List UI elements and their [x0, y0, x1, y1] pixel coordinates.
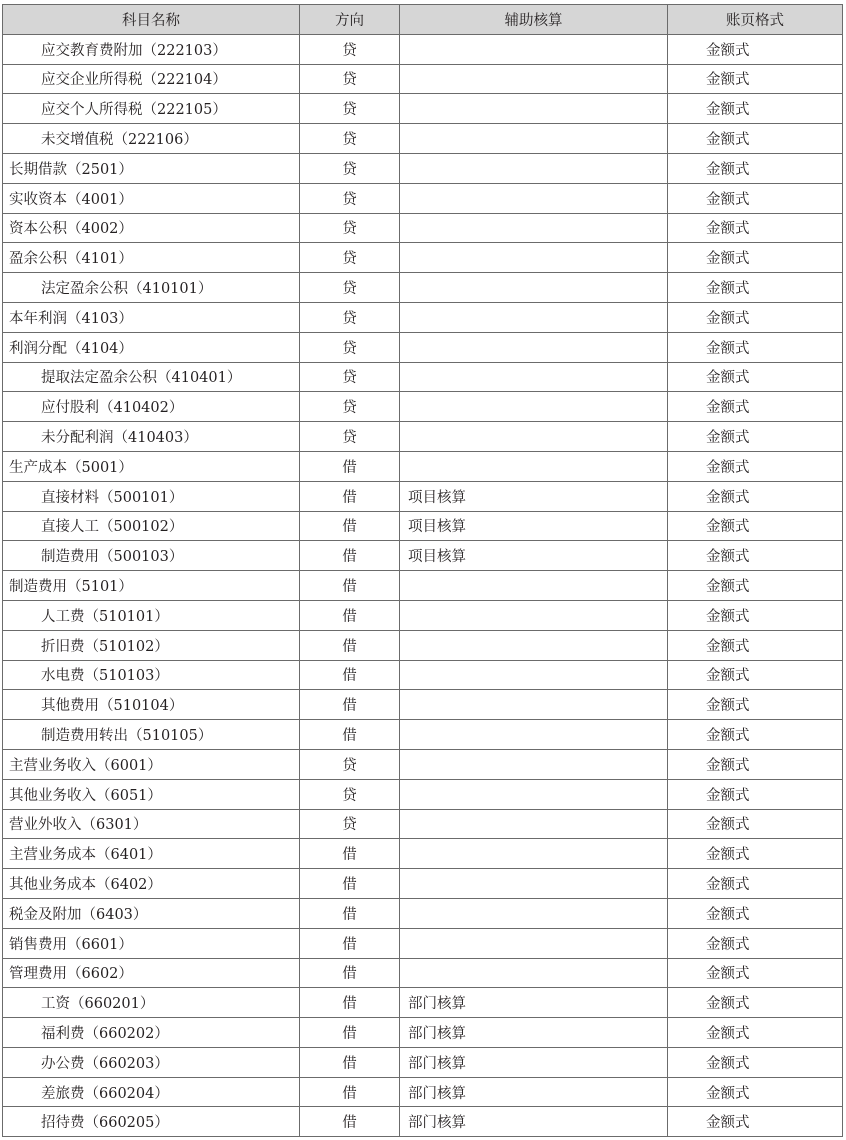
ledger-format-cell: 金额式 — [668, 958, 843, 988]
auxiliary-cell: 项目核算 — [400, 481, 668, 511]
auxiliary-cell — [400, 153, 668, 183]
table-row — [3, 660, 843, 690]
direction-cell: 借 — [300, 1047, 400, 1077]
subject-name-cell: 应付股利（410402） — [3, 392, 300, 422]
table-row — [3, 1077, 843, 1107]
ledger-format-cell: 金额式 — [668, 332, 843, 362]
auxiliary-cell — [400, 213, 668, 243]
auxiliary-cell — [400, 94, 668, 124]
direction-cell: 借 — [300, 481, 400, 511]
ledger-format-cell: 金额式 — [668, 213, 843, 243]
direction-cell: 贷 — [300, 273, 400, 303]
subject-name-cell: 实收资本（4001） — [3, 183, 300, 213]
ledger-format-cell: 金额式 — [668, 243, 843, 273]
direction-cell: 贷 — [300, 64, 400, 94]
subject-name-cell: 折旧费（510102） — [3, 630, 300, 660]
header-subject-name: 科目名称 — [3, 5, 300, 35]
auxiliary-cell — [400, 720, 668, 750]
auxiliary-cell — [400, 571, 668, 601]
subject-name-cell: 提取法定盈余公积（410401） — [3, 362, 300, 392]
auxiliary-cell — [400, 392, 668, 422]
table-row — [3, 153, 843, 183]
direction-cell: 贷 — [300, 94, 400, 124]
subject-name-cell: 其他业务收入（6051） — [3, 779, 300, 809]
auxiliary-cell — [400, 362, 668, 392]
header-row — [3, 5, 843, 35]
direction-cell: 借 — [300, 600, 400, 630]
subject-name-cell: 办公费（660203） — [3, 1047, 300, 1077]
table-header — [3, 5, 843, 35]
ledger-format-cell: 金额式 — [668, 898, 843, 928]
direction-cell: 贷 — [300, 422, 400, 452]
auxiliary-cell: 部门核算 — [400, 1047, 668, 1077]
auxiliary-cell — [400, 690, 668, 720]
subject-name-cell: 制造费用转出（510105） — [3, 720, 300, 750]
auxiliary-cell — [400, 124, 668, 154]
table-row — [3, 988, 843, 1018]
ledger-format-cell: 金额式 — [668, 1107, 843, 1137]
ledger-format-cell: 金额式 — [668, 481, 843, 511]
table-row — [3, 451, 843, 481]
subject-name-cell: 主营业务收入（6001） — [3, 749, 300, 779]
ledger-format-cell: 金额式 — [668, 630, 843, 660]
direction-cell: 借 — [300, 958, 400, 988]
auxiliary-cell — [400, 451, 668, 481]
auxiliary-cell — [400, 839, 668, 869]
subject-name-cell: 人工费（510101） — [3, 600, 300, 630]
ledger-format-cell: 金额式 — [668, 839, 843, 869]
subject-name-cell: 长期借款（2501） — [3, 153, 300, 183]
subject-name-cell: 差旅费（660204） — [3, 1077, 300, 1107]
direction-cell: 贷 — [300, 302, 400, 332]
direction-cell: 借 — [300, 1107, 400, 1137]
table-row — [3, 779, 843, 809]
ledger-format-cell: 金额式 — [668, 541, 843, 571]
subject-name-cell: 招待费（660205） — [3, 1107, 300, 1137]
subject-name-cell: 工资（660201） — [3, 988, 300, 1018]
direction-cell: 借 — [300, 988, 400, 1018]
auxiliary-cell — [400, 958, 668, 988]
subject-name-cell: 制造费用（500103） — [3, 541, 300, 571]
table-row — [3, 898, 843, 928]
auxiliary-cell — [400, 928, 668, 958]
table-row — [3, 124, 843, 154]
table-row — [3, 1018, 843, 1048]
auxiliary-cell — [400, 34, 668, 64]
auxiliary-cell: 部门核算 — [400, 1077, 668, 1107]
table-row — [3, 94, 843, 124]
direction-cell: 贷 — [300, 779, 400, 809]
auxiliary-cell — [400, 898, 668, 928]
direction-cell: 贷 — [300, 153, 400, 183]
ledger-format-cell: 金额式 — [668, 273, 843, 303]
direction-cell: 贷 — [300, 243, 400, 273]
table-row — [3, 392, 843, 422]
direction-cell: 贷 — [300, 809, 400, 839]
table-row — [3, 690, 843, 720]
table-row — [3, 600, 843, 630]
direction-cell: 借 — [300, 511, 400, 541]
table-row — [3, 64, 843, 94]
table-row — [3, 422, 843, 452]
direction-cell: 借 — [300, 541, 400, 571]
auxiliary-cell — [400, 600, 668, 630]
auxiliary-cell — [400, 302, 668, 332]
table-row — [3, 302, 843, 332]
direction-cell: 借 — [300, 839, 400, 869]
ledger-format-cell: 金额式 — [668, 1077, 843, 1107]
subject-name-cell: 应交企业所得税（222104） — [3, 64, 300, 94]
direction-cell: 贷 — [300, 183, 400, 213]
auxiliary-cell — [400, 779, 668, 809]
auxiliary-cell: 部门核算 — [400, 1107, 668, 1137]
auxiliary-cell — [400, 660, 668, 690]
ledger-format-cell: 金额式 — [668, 511, 843, 541]
ledger-format-cell: 金额式 — [668, 928, 843, 958]
ledger-format-cell: 金额式 — [668, 362, 843, 392]
table-row — [3, 541, 843, 571]
table-row — [3, 1047, 843, 1077]
direction-cell: 借 — [300, 869, 400, 899]
subject-name-cell: 营业外收入（6301） — [3, 809, 300, 839]
ledger-format-cell: 金额式 — [668, 34, 843, 64]
subject-name-cell: 本年利润（4103） — [3, 302, 300, 332]
direction-cell: 贷 — [300, 392, 400, 422]
table-row — [3, 809, 843, 839]
direction-cell: 借 — [300, 451, 400, 481]
table-row — [3, 630, 843, 660]
subject-name-cell: 生产成本（5001） — [3, 451, 300, 481]
direction-cell: 贷 — [300, 362, 400, 392]
direction-cell: 借 — [300, 690, 400, 720]
subject-name-cell: 福利费（660202） — [3, 1018, 300, 1048]
ledger-format-cell: 金额式 — [668, 749, 843, 779]
ledger-format-cell: 金额式 — [668, 302, 843, 332]
direction-cell: 借 — [300, 720, 400, 750]
ledger-format-cell: 金额式 — [668, 153, 843, 183]
auxiliary-cell: 项目核算 — [400, 511, 668, 541]
ledger-format-cell: 金额式 — [668, 571, 843, 601]
direction-cell: 借 — [300, 571, 400, 601]
header-direction: 方向 — [300, 5, 400, 35]
subject-name-cell: 直接材料（500101） — [3, 481, 300, 511]
subject-name-cell: 应交个人所得税（222105） — [3, 94, 300, 124]
auxiliary-cell: 项目核算 — [400, 541, 668, 571]
subject-name-cell: 制造费用（5101） — [3, 571, 300, 601]
auxiliary-cell — [400, 630, 668, 660]
direction-cell: 贷 — [300, 124, 400, 154]
header-auxiliary-accounting: 辅助核算 — [400, 5, 668, 35]
auxiliary-cell — [400, 869, 668, 899]
ledger-format-cell: 金额式 — [668, 1018, 843, 1048]
subject-name-cell: 直接人工（500102） — [3, 511, 300, 541]
auxiliary-cell — [400, 183, 668, 213]
account-subjects-table — [2, 4, 843, 1137]
direction-cell: 借 — [300, 630, 400, 660]
ledger-format-cell: 金额式 — [668, 720, 843, 750]
subject-name-cell: 利润分配（4104） — [3, 332, 300, 362]
ledger-format-cell: 金额式 — [668, 1047, 843, 1077]
subject-name-cell: 资本公积（4002） — [3, 213, 300, 243]
subject-name-cell: 其他费用（510104） — [3, 690, 300, 720]
ledger-format-cell: 金额式 — [668, 124, 843, 154]
table-row — [3, 839, 843, 869]
subject-name-cell: 未分配利润（410403） — [3, 422, 300, 452]
ledger-format-cell: 金额式 — [668, 809, 843, 839]
auxiliary-cell — [400, 64, 668, 94]
ledger-format-cell: 金额式 — [668, 392, 843, 422]
auxiliary-cell — [400, 273, 668, 303]
table-row — [3, 749, 843, 779]
table-row — [3, 362, 843, 392]
auxiliary-cell — [400, 809, 668, 839]
ledger-format-cell: 金额式 — [668, 183, 843, 213]
table-row — [3, 928, 843, 958]
ledger-format-cell: 金额式 — [668, 451, 843, 481]
table-row — [3, 720, 843, 750]
direction-cell: 贷 — [300, 34, 400, 64]
subject-name-cell: 应交教育费附加（222103） — [3, 34, 300, 64]
subject-name-cell: 未交增值税（222106） — [3, 124, 300, 154]
auxiliary-cell — [400, 243, 668, 273]
table-row — [3, 1107, 843, 1137]
auxiliary-cell — [400, 422, 668, 452]
direction-cell: 借 — [300, 1018, 400, 1048]
ledger-format-cell: 金额式 — [668, 988, 843, 1018]
ledger-format-cell: 金额式 — [668, 779, 843, 809]
table-row — [3, 958, 843, 988]
subject-name-cell: 税金及附加（6403） — [3, 898, 300, 928]
header-ledger-format: 账页格式 — [668, 5, 843, 35]
table-row — [3, 273, 843, 303]
subject-name-cell: 水电费（510103） — [3, 660, 300, 690]
direction-cell: 贷 — [300, 213, 400, 243]
direction-cell: 借 — [300, 898, 400, 928]
ledger-format-cell: 金额式 — [668, 869, 843, 899]
table-row — [3, 243, 843, 273]
table-row — [3, 183, 843, 213]
ledger-format-cell: 金额式 — [668, 94, 843, 124]
subject-name-cell: 销售费用（6601） — [3, 928, 300, 958]
subject-name-cell: 其他业务成本（6402） — [3, 869, 300, 899]
subject-name-cell: 管理费用（6602） — [3, 958, 300, 988]
auxiliary-cell — [400, 332, 668, 362]
table-body — [3, 34, 843, 1136]
table-row — [3, 34, 843, 64]
subject-name-cell: 盈余公积（4101） — [3, 243, 300, 273]
table-row — [3, 213, 843, 243]
table-row — [3, 571, 843, 601]
table-row — [3, 481, 843, 511]
auxiliary-cell: 部门核算 — [400, 988, 668, 1018]
ledger-format-cell: 金额式 — [668, 660, 843, 690]
direction-cell: 借 — [300, 928, 400, 958]
table-row — [3, 332, 843, 362]
direction-cell: 借 — [300, 1077, 400, 1107]
subject-name-cell: 主营业务成本（6401） — [3, 839, 300, 869]
ledger-format-cell: 金额式 — [668, 600, 843, 630]
table-row — [3, 869, 843, 899]
direction-cell: 借 — [300, 660, 400, 690]
table-row — [3, 511, 843, 541]
auxiliary-cell — [400, 749, 668, 779]
ledger-format-cell: 金额式 — [668, 64, 843, 94]
ledger-format-cell: 金额式 — [668, 690, 843, 720]
auxiliary-cell: 部门核算 — [400, 1018, 668, 1048]
ledger-format-cell: 金额式 — [668, 422, 843, 452]
direction-cell: 贷 — [300, 749, 400, 779]
direction-cell: 贷 — [300, 332, 400, 362]
subject-name-cell: 法定盈余公积（410101） — [3, 273, 300, 303]
